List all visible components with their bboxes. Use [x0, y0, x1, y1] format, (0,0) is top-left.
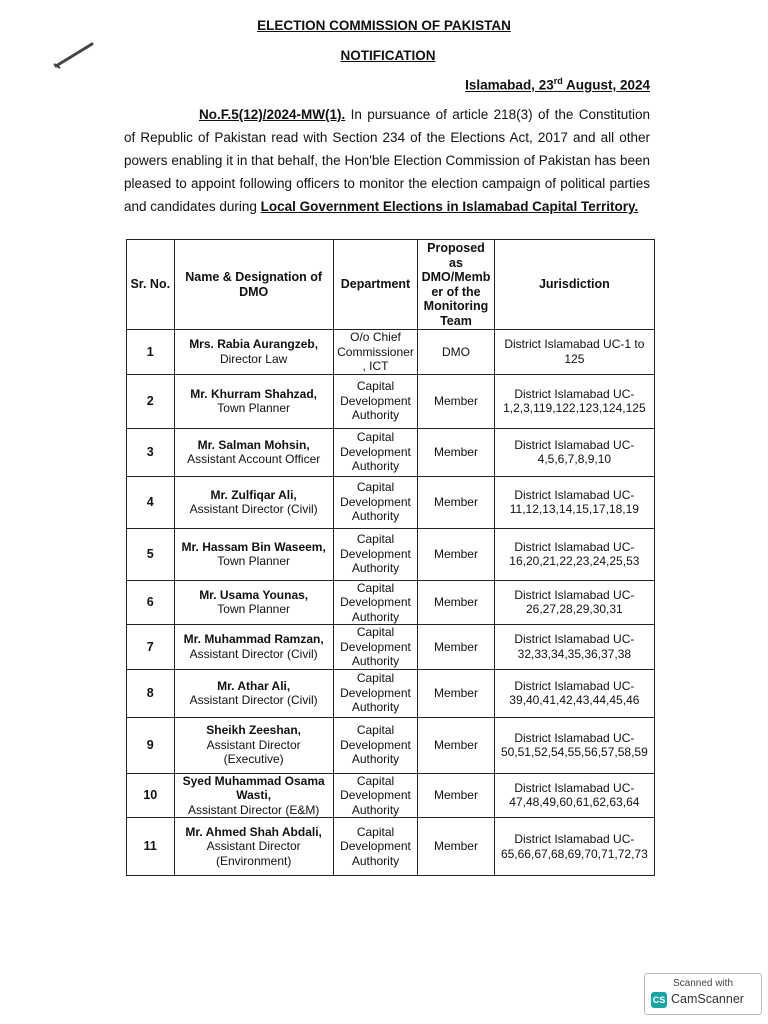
cell-department: Capital Development Authority: [333, 528, 417, 580]
officer-name: Mr. Muhammad Ramzan,: [183, 632, 324, 647]
cell-role: Member: [418, 528, 495, 580]
cell-department: Capital Development Authority: [333, 669, 417, 717]
cell-name: [174, 580, 333, 625]
col-header-name: Name & Designation of DMO: [174, 240, 333, 330]
reference-number: No.F.5(12)/2024-MW(1).: [199, 107, 346, 122]
notification-date: Islamabad, 23rd August, 2024: [465, 76, 650, 93]
notification-body: No.F.5(12)/2024-MW(1). In pursuance of article 218(3) of the Constitution of Republic of Pakistan read with Section 234 of the Elections Act, 2017 and all other powers enabling it in that behalf, the Hon'ble Election Commission of Pakistan has been pleased to appoint following officers to monitor the election campaign of political parties and candidates during Local Government Elections in Islamabad Capital Territory.: [124, 107, 650, 214]
cell-sr: 2: [127, 374, 175, 428]
cell-department: O/o Chief Commissioner , ICT: [333, 330, 417, 375]
cell-jurisdiction: District Islamabad UC-32,33,34,35,36,37,38: [494, 625, 654, 670]
cell-role: Member: [418, 818, 495, 876]
cell-sr: 4: [127, 476, 175, 528]
table-row: [127, 717, 655, 773]
cell-role: Member: [418, 476, 495, 528]
table-row: [127, 330, 655, 375]
cell-sr: 11: [127, 818, 175, 876]
officer-name: Mrs. Rabia Aurangzeb,: [189, 337, 319, 352]
officer-name: Mr. Ahmed Shah Abdali,: [185, 824, 322, 839]
officers-table: [126, 239, 655, 876]
officer-name: Sheikh Zeeshan,: [206, 723, 301, 738]
cell-sr: 10: [127, 773, 175, 818]
cell-department: Capital Development Authority: [333, 625, 417, 670]
officer-name: Mr. Salman Mohsin,: [197, 437, 310, 452]
cell-department: Capital Development Authority: [333, 580, 417, 625]
cell-name: [174, 625, 333, 670]
commission-title: ELECTION COMMISSION OF PAKISTAN: [257, 18, 511, 33]
table-row: [127, 669, 655, 717]
officer-designation: Assistant Director (Executive): [206, 737, 301, 767]
cell-sr: 5: [127, 528, 175, 580]
cell-jurisdiction: District Islamabad UC-1,2,3,119,122,123,124,125: [494, 374, 654, 428]
cell-sr: 3: [127, 428, 175, 476]
cell-role: Member: [418, 580, 495, 625]
col-header-sr: Sr. No.: [127, 240, 175, 330]
cell-name: [174, 773, 333, 818]
officer-designation: Assistant Director (Civil): [189, 502, 318, 516]
officer-designation: Assistant Director (Civil): [189, 693, 318, 707]
officer-designation: Assistant Director (E&M): [187, 802, 320, 817]
cell-jurisdiction: District Islamabad UC-16,20,21,22,23,24,25,53: [494, 528, 654, 580]
cell-jurisdiction: District Islamabad UC-65,66,67,68,69,70,71,72,73: [494, 818, 654, 876]
officer-designation: Town Planner: [217, 401, 291, 415]
cell-sr: 8: [127, 669, 175, 717]
officer-designation: Assistant Account Officer: [187, 452, 321, 466]
election-name: Local Government Elections in Islamabad Capital Territory.: [260, 199, 639, 214]
cell-name: [174, 374, 333, 428]
col-header-role: Proposed as DMO/Memb er of the Monitoring Team: [418, 240, 495, 330]
cell-name: [174, 717, 333, 773]
table-row: [127, 773, 655, 818]
cell-jurisdiction: District Islamabad UC-26,27,28,29,30,31: [494, 580, 654, 625]
cell-role: Member: [418, 717, 495, 773]
cell-role: Member: [418, 625, 495, 670]
cell-name: [174, 330, 333, 375]
watermark-brand: CamScanner: [671, 992, 744, 1006]
notification-heading: NOTIFICATION: [340, 48, 436, 63]
col-header-department: Department: [333, 240, 417, 330]
cell-role: Member: [418, 669, 495, 717]
cell-jurisdiction: District Islamabad UC-50,51,52,54,55,56,57,58,59: [494, 717, 654, 773]
table-row: [127, 818, 655, 876]
col-header-jurisdiction: Jurisdiction: [494, 240, 654, 330]
table-row: [127, 374, 655, 428]
cell-department: Capital Development Authority: [333, 374, 417, 428]
pen-mark-icon: [52, 40, 98, 70]
cell-department: Capital Development Authority: [333, 717, 417, 773]
cell-jurisdiction: District Islamabad UC-11,12,13,14,15,17,18,19: [494, 476, 654, 528]
officer-designation: Town Planner: [217, 554, 291, 568]
cell-name: [174, 476, 333, 528]
cell-department: Capital Development Authority: [333, 476, 417, 528]
watermark-caption: Scanned with: [672, 978, 734, 989]
cell-jurisdiction: District Islamabad UC-1 to 125: [494, 330, 654, 375]
cell-name: [174, 818, 333, 876]
table-row: [127, 476, 655, 528]
cell-jurisdiction: District Islamabad UC-47,48,49,60,61,62,63,64: [494, 773, 654, 818]
table-row: [127, 528, 655, 580]
officer-name: Mr. Athar Ali,: [217, 678, 291, 693]
officer-designation: Town Planner: [217, 602, 291, 617]
cell-sr: 9: [127, 717, 175, 773]
cell-name: [174, 528, 333, 580]
cell-sr: 7: [127, 625, 175, 670]
cell-role: Member: [418, 428, 495, 476]
officer-name: Mr. Zulfiqar Ali,: [210, 487, 297, 502]
cell-role: DMO: [418, 330, 495, 375]
officer-name: Mr. Usama Younas,: [199, 587, 309, 602]
officer-name: Syed Muhammad Osama Wasti,: [182, 773, 325, 802]
camscanner-logo-icon: CS: [651, 992, 667, 1008]
table-row: [127, 428, 655, 476]
officer-designation: Assistant Director (Environment): [206, 839, 301, 868]
cell-name: [174, 669, 333, 717]
officer-designation: Assistant Director (Civil): [189, 646, 318, 661]
cell-jurisdiction: District Islamabad UC-39,40,41,42,43,44,45,46: [494, 669, 654, 717]
cell-jurisdiction: District Islamabad UC-4,5,6,7,8,9,10: [494, 428, 654, 476]
cell-role: Member: [418, 773, 495, 818]
officer-name: Mr. Khurram Shahzad,: [190, 386, 317, 401]
cell-sr: 6: [127, 580, 175, 625]
table-row: [127, 580, 655, 625]
cell-department: Capital Development Authority: [333, 818, 417, 876]
cell-name: [174, 428, 333, 476]
officer-name: Mr. Hassam Bin Waseem,: [181, 539, 326, 554]
cell-sr: 1: [127, 330, 175, 375]
officer-designation: Director Law: [219, 351, 288, 366]
cell-department: Capital Development Authority: [333, 773, 417, 818]
table-row: [127, 625, 655, 670]
cell-department: Capital Development Authority: [333, 428, 417, 476]
camscanner-watermark: [644, 973, 762, 1015]
cell-role: Member: [418, 374, 495, 428]
